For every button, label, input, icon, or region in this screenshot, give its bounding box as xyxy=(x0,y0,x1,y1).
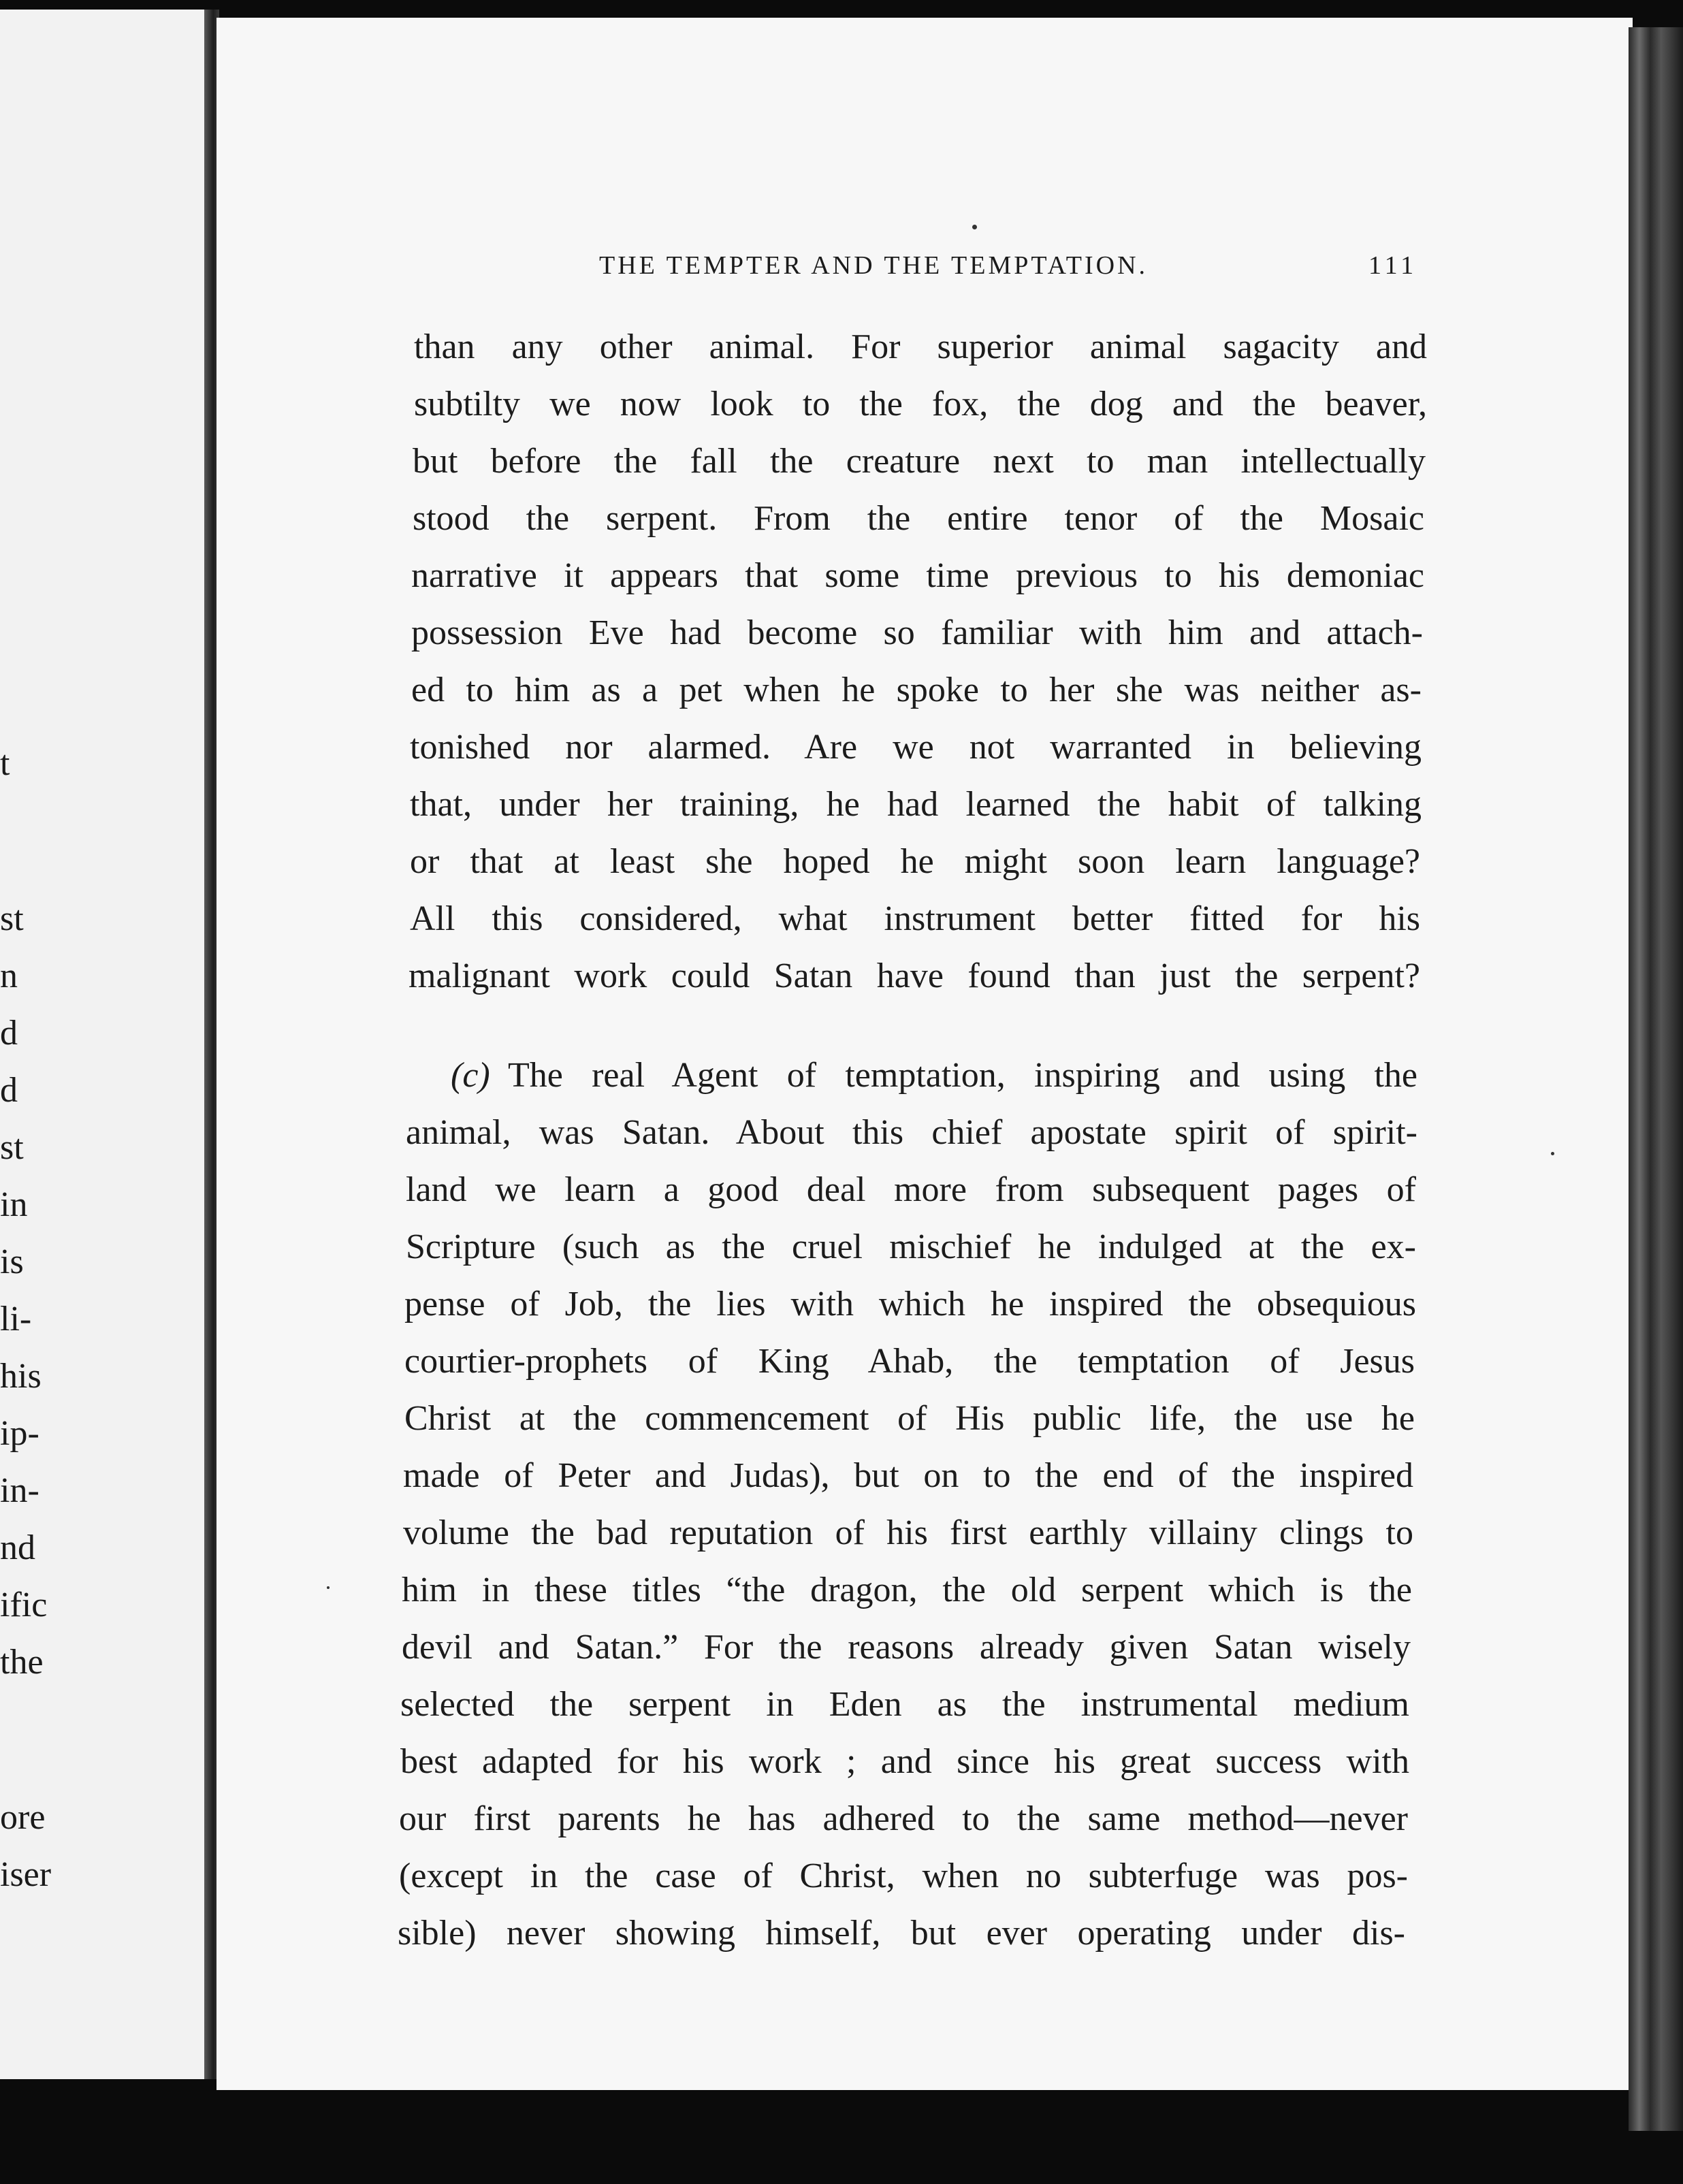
body-text-line: sible) never showing himself, but ever operating under dis- xyxy=(398,1914,1405,1953)
body-text-line: possession Eve had become so familiar with him and attach- xyxy=(411,613,1423,652)
body-text-line: malignant work could Satan have found than just the serpent? xyxy=(408,957,1420,995)
body-text-line: land we learn a good deal more from subsequent pages of xyxy=(406,1170,1416,1209)
body-text-line: Scripture (such as the cruel mischief he indulged at the ex- xyxy=(406,1227,1416,1266)
left-page-fragment: nd xyxy=(0,1528,35,1567)
paragraph-marker: (c) xyxy=(451,1056,490,1095)
left-page-fragment: d xyxy=(0,1014,18,1053)
body-text-line: The real Agent of temptation, inspiring and using the xyxy=(508,1056,1417,1095)
ink-speck xyxy=(972,225,977,229)
left-page-fragment: d xyxy=(0,1071,18,1110)
body-text-line: All this considered, what instrument better fitted for his xyxy=(410,899,1420,938)
left-page-fragment: ific xyxy=(0,1586,48,1624)
body-text-line: or that at least she hoped he might soon learn language? xyxy=(410,842,1420,881)
body-text-line: narrative it appears that some time previous to his demoniac xyxy=(411,556,1424,595)
body-text-line: that, under her training, he had learned the habit of talking xyxy=(410,785,1422,824)
body-text-line: ed to him as a pet when he spoke to her she was neither as- xyxy=(411,671,1422,709)
left-page-fragment: is xyxy=(0,1242,24,1281)
body-text-line: best adapted for his work ; and since his great success with xyxy=(400,1742,1409,1781)
left-page-fragment: ip- xyxy=(0,1414,39,1453)
body-text-line: stood the serpent. From the entire tenor of the Mosaic xyxy=(413,499,1424,538)
body-text-line: than any other animal. For superior animal sagacity and xyxy=(414,327,1427,366)
left-page-fragment: st xyxy=(0,899,24,938)
body-text-line: him in these titles “the dragon, the old serpent which is the xyxy=(402,1571,1412,1609)
left-page-fragment: in- xyxy=(0,1471,39,1510)
ink-speck xyxy=(1551,1152,1554,1155)
body-text-line: but before the fall the creature next to man intellectually xyxy=(413,442,1426,481)
body-text-line: animal, was Satan. About this chief apostate spirit of spirit- xyxy=(406,1113,1417,1152)
left-page-edge xyxy=(0,10,211,2079)
body-text-line: volume the bad reputation of his first earthly villainy clings to xyxy=(403,1513,1413,1552)
left-page-fragment: t xyxy=(0,744,10,783)
body-text-line: (except in the case of Christ, when no subterfuge was pos- xyxy=(399,1857,1408,1895)
body-text-line: pense of Job, the lies with which he inspired the obsequious xyxy=(404,1285,1416,1323)
running-head-title: THE TEMPTER AND THE TEMPTATION. xyxy=(599,251,1149,280)
page-number: 111 xyxy=(1368,251,1418,280)
body-text-line: devil and Satan.” For the reasons already given Satan wisely xyxy=(402,1628,1411,1667)
body-text-line: tonished nor alarmed. Are we not warranted in believing xyxy=(410,728,1422,767)
left-page-fragment: n xyxy=(0,957,18,995)
body-text-line: Christ at the commencement of His public life, the use he xyxy=(404,1399,1415,1438)
page-stack-edge xyxy=(1629,27,1683,2131)
body-text-line: made of Peter and Judas), but on to the end of the inspired xyxy=(403,1456,1413,1495)
left-page-fragment: his xyxy=(0,1357,42,1396)
ink-speck xyxy=(327,1586,330,1589)
body-text-line: selected the serpent in Eden as the instrumental medium xyxy=(400,1685,1409,1724)
left-page-fragment: in xyxy=(0,1185,28,1224)
left-page-fragment: iser xyxy=(0,1855,52,1894)
left-page-fragment: the xyxy=(0,1643,44,1682)
body-text-line: subtilty we now look to the fox, the dog and the beaver, xyxy=(414,385,1427,423)
body-text-line: our first parents he has adhered to the same method—never xyxy=(399,1799,1408,1838)
left-page-fragment: ore xyxy=(0,1798,46,1837)
body-text-line: courtier-prophets of King Ahab, the temptation of Jesus xyxy=(404,1342,1415,1381)
left-page-fragment: li- xyxy=(0,1300,32,1338)
left-page-fragment: st xyxy=(0,1128,24,1167)
